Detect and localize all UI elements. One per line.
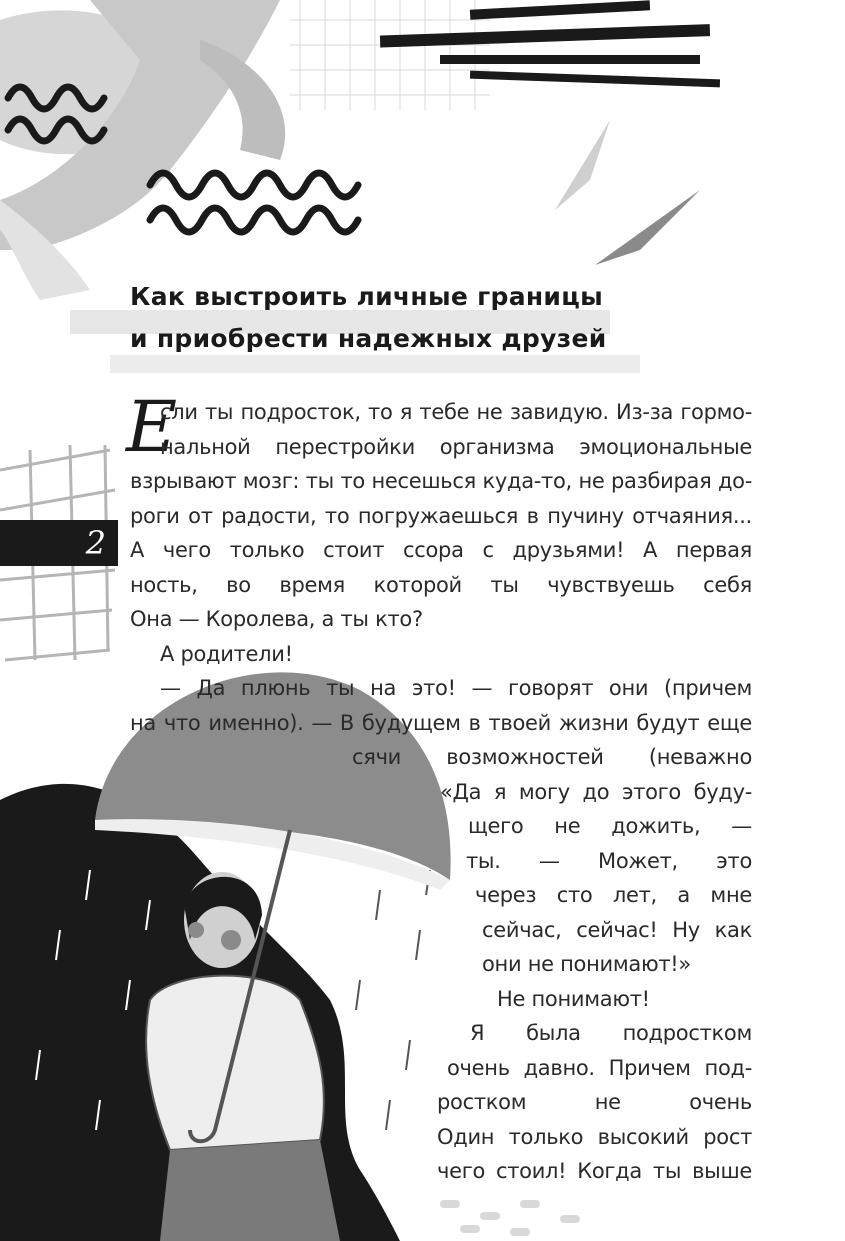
text-line: «Да я могу до этого буду- [440, 780, 752, 804]
text-line: Не понимают! [497, 987, 650, 1011]
text-line: через сто лет, а мне [475, 883, 752, 907]
heading-brush-bg [110, 355, 640, 373]
text-line: они не понимают!» [482, 952, 691, 976]
text-line: ность, во время которой ты чувствуешь себя [130, 573, 752, 597]
text-line: ростком не очень [437, 1090, 752, 1114]
text-line: очень давно. Причем под- [447, 1056, 752, 1080]
text-line: Я была подростком [470, 1021, 752, 1045]
text-line: А чего только стоит ссора с друзьями! А первая [130, 538, 752, 562]
text-line: взрывают мозг: ты то несешься куда-то, не разбирая до- [130, 469, 752, 493]
drop-cap: Е [126, 386, 178, 468]
text-line: ты. — Может, это [466, 849, 752, 873]
gray-brush-triangle [595, 190, 700, 265]
brush-strokes [380, 0, 720, 87]
text-line: нальной перестройки организма эмоциональные [160, 435, 752, 459]
skirt [160, 1140, 340, 1241]
text-line: чего стоил! Когда ты выше [437, 1159, 752, 1183]
text-line: на что именно). — В будущем в твоей жизни будут еще [130, 711, 752, 735]
text-line: сячи возможностей (неважно [352, 745, 752, 769]
text-line: щего не дожить, — [468, 814, 752, 838]
page-number: 2 [85, 524, 106, 562]
leaf-decoration [0, 0, 285, 300]
text-line: — Да плюнь ты на это! — говорят они (причем [160, 676, 752, 700]
dash-decoration [440, 1200, 580, 1236]
gray-brush-triangle [555, 120, 610, 210]
text-line: сли ты подросток, то я тебе не завидую. Из-за гормо- [160, 400, 752, 424]
rain-lines [356, 870, 430, 1130]
sweater [146, 976, 324, 1150]
text-line: роги от радости, то погружаешься в пучину отчаяния... [130, 504, 752, 528]
chapter-heading-line-2: и приобрести надежных друзей [130, 324, 607, 353]
chapter-heading-line-1: Как выстроить личные границы [130, 282, 603, 311]
page-number-tab [0, 520, 118, 566]
text-line: А родители! [160, 642, 293, 666]
text-line: Она — Королева, а ты кто? [130, 607, 423, 631]
text-line: сейчас, сейчас! Ну как [482, 918, 752, 942]
text-line: Один только высокий рост [437, 1125, 752, 1149]
